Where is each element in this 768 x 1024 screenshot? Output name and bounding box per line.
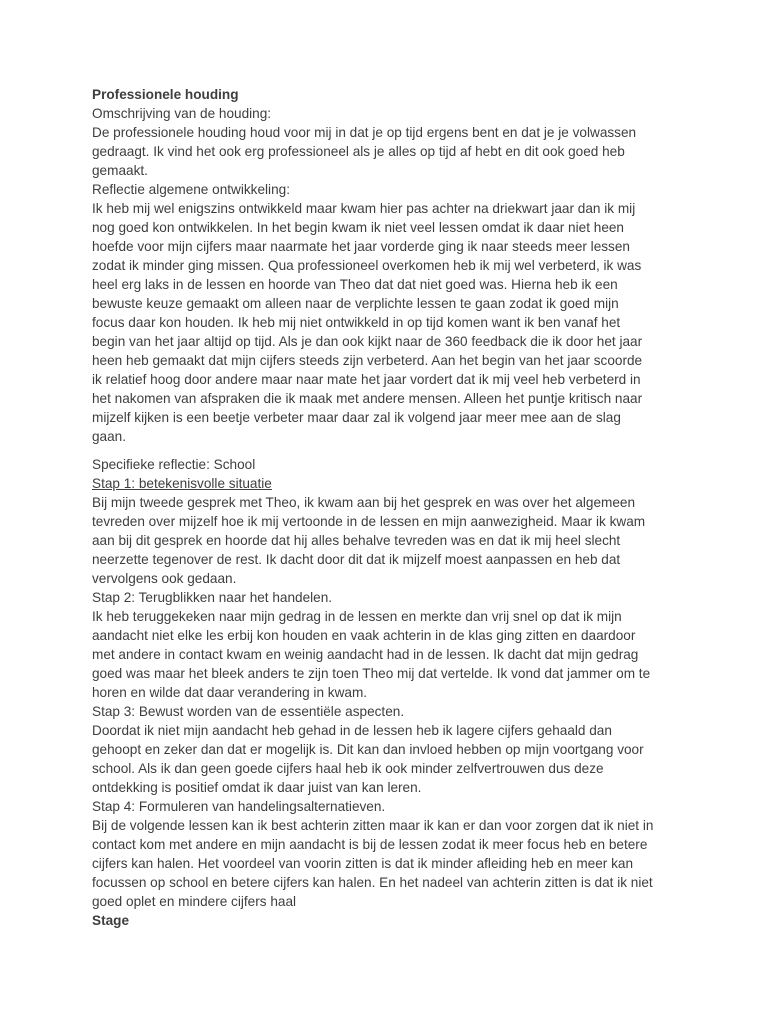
stap4-paragraph bbox=[92, 816, 680, 911]
specifieke-heading: Specifieke reflectie: School bbox=[92, 457, 256, 472]
paragraph-line: zodat ik minder ging missen. Qua professioneel overkomen heb ik mij wel verbeterd, ik was bbox=[92, 258, 642, 273]
paragraph-line: vervolgens ook gedaan. bbox=[92, 571, 237, 586]
paragraph-line: heen heb gemaakt dat mijn cijfers steeds zijn verbeterd. Aan het begin van het jaar scoorde bbox=[92, 353, 643, 368]
paragraph-line: gaan. bbox=[92, 429, 127, 444]
paragraph-line: focussen op school en betere cijfers kan halen. En het nadeel van achterin zitten is dat ik niet bbox=[92, 875, 653, 890]
stap2-paragraph bbox=[92, 607, 680, 702]
omschrijving-paragraph bbox=[92, 123, 680, 180]
paragraph-line: Ik heb teruggekeken naar mijn gedrag in de lessen en merkte dan vrij snel op dat ik mijn bbox=[92, 609, 622, 624]
omschrijving-heading: Omschrijving van de houding: bbox=[92, 106, 272, 121]
paragraph-line: mijzelf kijken is een beetje verbeter maar daar zal ik volgend jaar meer mee aan de slag bbox=[92, 410, 621, 425]
paragraph-line: nog goed kon ontwikkelen. In het begin kwam ik niet veel lessen omdat ik daar niet heen bbox=[92, 220, 624, 235]
reflectie-heading: Reflectie algemene ontwikkeling: bbox=[92, 182, 290, 197]
stage-heading: Stage bbox=[92, 913, 130, 928]
paragraph-line: met andere in contact kwam en weinig aandacht had in de lessen. Ik dacht dat mijn gedrag bbox=[92, 647, 639, 662]
paragraph-line: hoefde voor mijn cijfers maar naarmate het jaar vorderde ging ik naar steeds meer lessen bbox=[92, 239, 630, 254]
paragraph-line: Doordat ik niet mijn aandacht heb gehad in de lessen heb ik lagere cijfers gehaald dan bbox=[92, 723, 612, 738]
document-title: Professionele houding bbox=[92, 87, 239, 102]
paragraph-line: het nakomen van afspraken die ik maak met andere mensen. Alleen het puntje kritisch naar bbox=[92, 391, 643, 406]
paragraph-line: Bij mijn tweede gesprek met Theo, ik kwam aan bij het gesprek en was over het algemeen bbox=[92, 495, 636, 510]
paragraph-line: bewuste keuze gemaakt om alleen naar de verplichte lessen te gaan zodat ik goed mijn bbox=[92, 296, 619, 311]
paragraph-line: tevreden over mijzelf hoe ik mij vertoonde in de lessen en mijn aanwezigheid. Maar ik kwam bbox=[92, 514, 646, 529]
paragraph-line: aandacht niet elke les erbij kon houden en vaak achterin in de klas ging zitten en daardoor bbox=[92, 628, 636, 643]
paragraph-line: heel erg laks in de lessen en hoorde van Theo dat dat niet goed was. Hierna heb ik een bbox=[92, 277, 618, 292]
paragraph-line: goed was maar het bleek anders te zijn toen Theo mij dat vertelde. Ik vond dat jammer om te bbox=[92, 666, 651, 681]
paragraph-line: gemaakt. bbox=[92, 163, 148, 178]
reflectie-paragraph bbox=[92, 199, 680, 446]
stap4-heading: Stap 4: Formuleren van handelingsalternatieven. bbox=[92, 799, 386, 814]
paragraph-line: neerzette tegenover de rest. Ik dacht door dit dat ik mijzelf moest aanpassen en heb dat bbox=[92, 552, 621, 567]
paragraph-line: ik relatief hoog door andere maar naar mate het jaar vordert dat ik mij veel heb verbeterd in bbox=[92, 372, 641, 387]
paragraph-line: goed oplet en mindere cijfers haal bbox=[92, 894, 297, 909]
stap1-heading: Stap 1: betekenisvolle situatie bbox=[92, 476, 272, 491]
paragraph-line: horen en wilde dat daar verandering in kwam. bbox=[92, 685, 368, 700]
paragraph-line: Ik heb mij wel enigszins ontwikkeld maar kwam hier pas achter na driekwart jaar dan ik mij bbox=[92, 201, 636, 216]
paragraph-line: focus daar kon houden. Ik heb mij niet ontwikkeld in op tijd komen want ik ben vanaf het bbox=[92, 315, 621, 330]
stap2-heading: Stap 2: Terugblikken naar het handelen. bbox=[92, 590, 333, 605]
paragraph-line: contact kom met andere en mijn aandacht is bij de lessen zodat ik meer focus heb en betere bbox=[92, 837, 648, 852]
document-page bbox=[92, 85, 680, 930]
stap3-heading: Stap 3: Bewust worden van de essentiële aspecten. bbox=[92, 704, 405, 719]
paragraph-line: gehoopt en zeker dan dat er mogelijk is. Dit kan dan invloed hebben op mijn voortgang voor bbox=[92, 742, 644, 757]
paragraph-line: school. Als ik dan geen goede cijfers haal heb ik ook minder zelfvertrouwen dus deze bbox=[92, 761, 604, 776]
paragraph-line: begin van het jaar altijd op tijd. Als je dan ook kijkt naar de 360 feedback die ik door het jaar bbox=[92, 334, 643, 349]
paragraph-line: gedraagt. Ik vind het ook erg professioneel als je alles op tijd af hebt en dit ook goed heb bbox=[92, 144, 625, 159]
paragraph-line: Bij de volgende lessen kan ik best achterin zitten maar ik kan er dan voor zorgen dat ik niet in bbox=[92, 818, 654, 833]
paragraph-line: ontdekking is positief omdat ik daar juist van kan leren. bbox=[92, 780, 422, 795]
stap3-paragraph bbox=[92, 721, 680, 797]
paragraph-line: aan bij dit gesprek en hoorde dat hij alles behalve tevreden was en dat ik mij heel slecht bbox=[92, 533, 621, 548]
paragraph-line: cijfers kan halen. Het voordeel van voorin zitten is dat ik minder afleiding heb en meer kan bbox=[92, 856, 634, 871]
paragraph-line: De professionele houding houd voor mij in dat je op tijd ergens bent en dat je je volwassen bbox=[92, 125, 637, 140]
stap1-paragraph bbox=[92, 493, 680, 588]
